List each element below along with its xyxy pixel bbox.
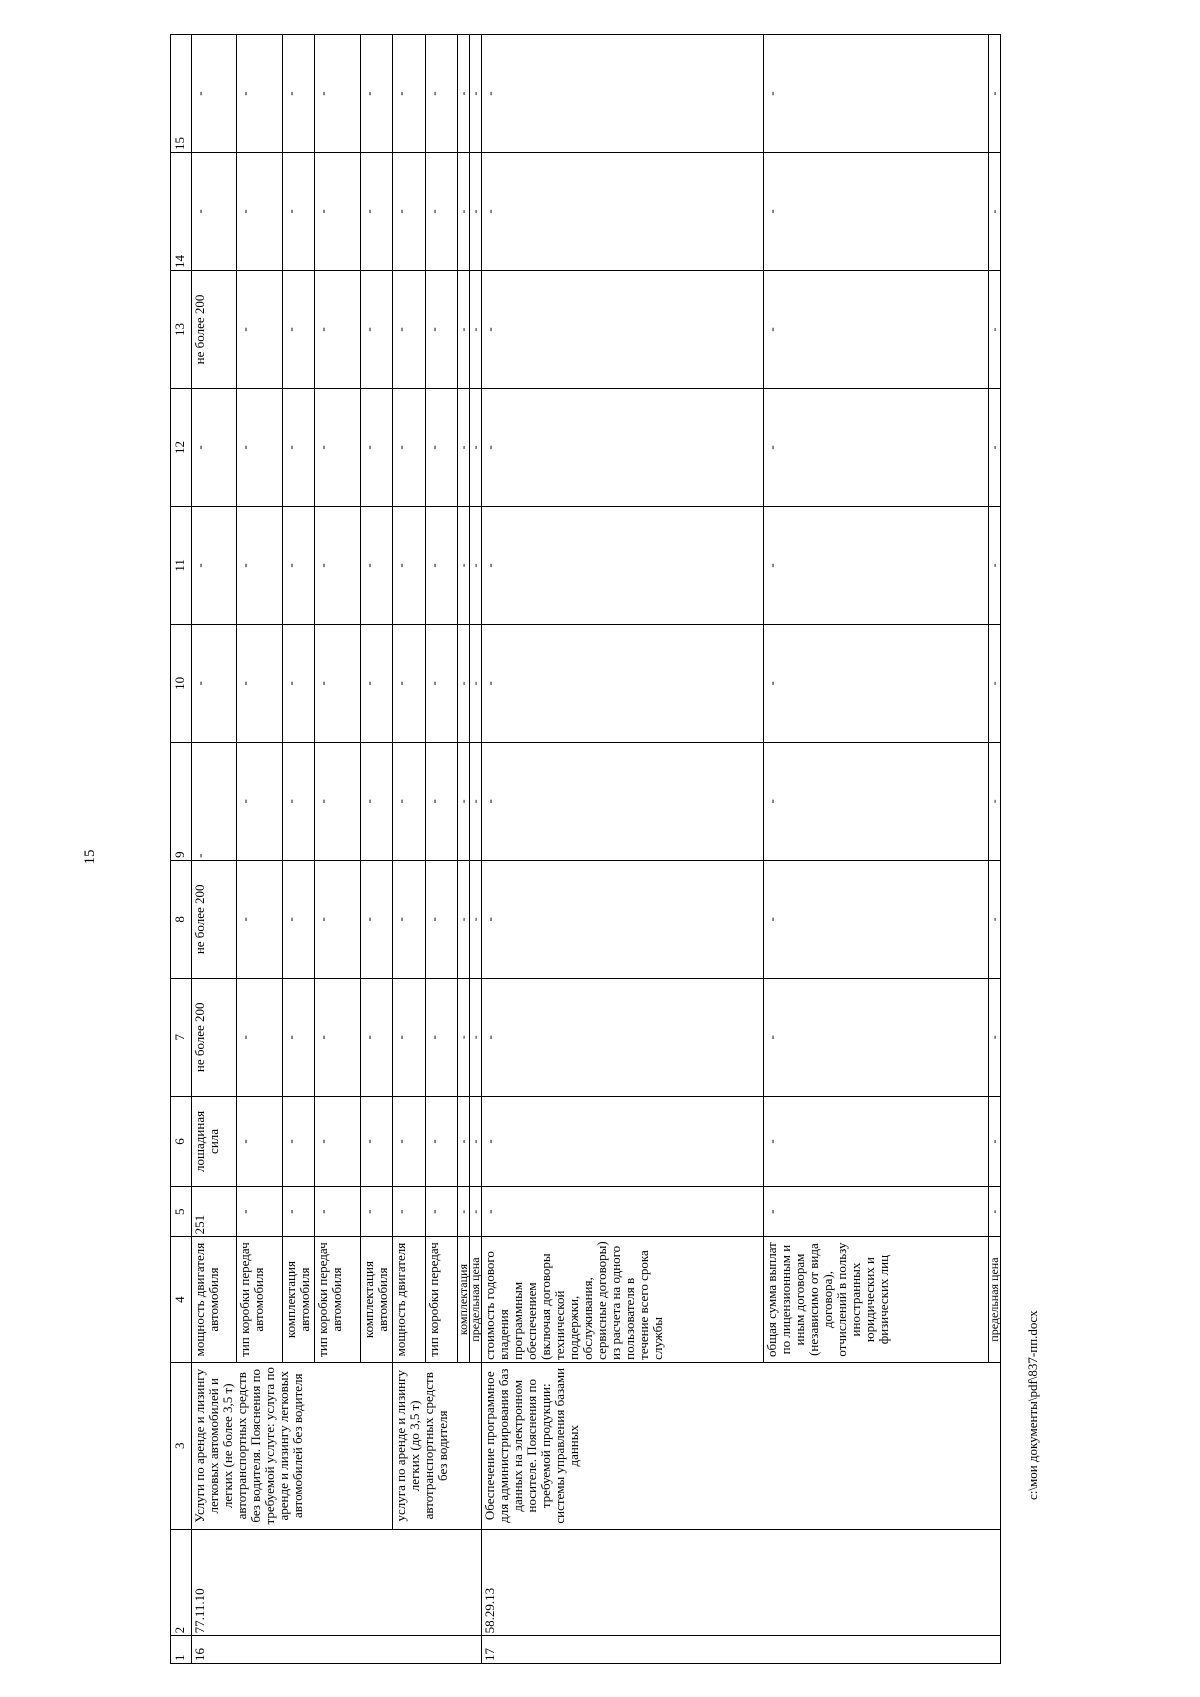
value-cell: - xyxy=(393,270,426,388)
value-cell: - xyxy=(470,978,482,1096)
value-cell: - xyxy=(426,153,458,271)
col-header: 10 xyxy=(171,624,192,742)
value-cell: - xyxy=(458,860,470,978)
characteristic: предельная цена xyxy=(470,1237,482,1363)
value-cell: - xyxy=(482,1187,764,1237)
value-cell: - xyxy=(237,1187,283,1237)
value-cell: - xyxy=(989,624,1001,742)
value-cell: - xyxy=(426,1096,458,1186)
value-cell: - xyxy=(764,860,989,978)
value-cell: - xyxy=(361,270,393,388)
value-cell: - xyxy=(426,1187,458,1237)
value-cell: - xyxy=(989,153,1001,271)
value-cell: - xyxy=(192,153,237,271)
value-cell: - xyxy=(458,1096,470,1186)
value-cell: - xyxy=(283,978,315,1096)
value-cell: - xyxy=(192,388,237,506)
value-cell: - xyxy=(192,742,237,860)
value-cell: - xyxy=(393,35,426,153)
value-cell: - xyxy=(764,506,989,624)
value-cell: - xyxy=(470,506,482,624)
value-cell: - xyxy=(470,1096,482,1186)
value-cell: - xyxy=(393,1187,426,1237)
col-header: 14 xyxy=(171,153,192,271)
value-cell: - xyxy=(764,624,989,742)
value-cell: - xyxy=(458,1187,470,1237)
value-cell: - xyxy=(237,1096,283,1186)
value-cell: - xyxy=(482,153,764,271)
value-cell: - xyxy=(458,978,470,1096)
value-cell: - xyxy=(989,270,1001,388)
value-cell: - xyxy=(393,860,426,978)
value-cell: - xyxy=(237,624,283,742)
product-description: услуга по аренде и лизингу легких (до 3,5 т) автотранспортных средств без водителя xyxy=(393,1362,482,1529)
col-header: 4 xyxy=(171,1237,192,1363)
value-cell: - xyxy=(315,506,361,624)
value-cell: - xyxy=(426,978,458,1096)
value-cell: не более 200 xyxy=(192,978,237,1096)
value-cell: - xyxy=(393,742,426,860)
col-header: 2 xyxy=(171,1529,192,1636)
characteristic: комплектация xyxy=(458,1237,470,1363)
characteristic: стоимость годового владения программным обеспечением (включая договоры технической поддержки, обслуживания, сервисные договоры) из расчета на одного пользователя в течение всего срока службы xyxy=(482,1237,764,1363)
value-cell: - xyxy=(361,1096,393,1186)
value-cell: - xyxy=(192,624,237,742)
product-description: Обеспечение программное для администрирования баз данных на электронном носителе. Пояснения по требуемой продукции: системы управления базами данных xyxy=(482,1362,1001,1529)
characteristic: мощность двигателя xyxy=(393,1237,426,1363)
value-cell: - xyxy=(764,1187,989,1237)
value-cell: - xyxy=(482,506,764,624)
value-cell: - xyxy=(989,1187,1001,1237)
value-cell: - xyxy=(482,270,764,388)
rotated-table-container xyxy=(170,34,1100,1664)
row-number: 16 xyxy=(192,1636,482,1664)
value-cell: - xyxy=(237,506,283,624)
value-cell: - xyxy=(989,742,1001,860)
value-cell: - xyxy=(458,270,470,388)
value-cell: - xyxy=(283,506,315,624)
characteristic: комплектация автомобиля xyxy=(361,1237,393,1363)
col-header: 8 xyxy=(171,860,192,978)
value-cell: - xyxy=(361,1187,393,1237)
value-cell: не более 200 xyxy=(192,860,237,978)
value-cell: - xyxy=(458,742,470,860)
col-header: 11 xyxy=(171,506,192,624)
value-cell: - xyxy=(315,978,361,1096)
value-cell: - xyxy=(315,860,361,978)
value-cell: - xyxy=(482,742,764,860)
value-cell: - xyxy=(192,506,237,624)
value-cell: - xyxy=(361,860,393,978)
value-cell: - xyxy=(470,624,482,742)
value-cell: - xyxy=(426,860,458,978)
value-cell: - xyxy=(482,1096,764,1186)
value-cell: - xyxy=(192,35,237,153)
value-cell: - xyxy=(458,506,470,624)
col-header: 3 xyxy=(171,1362,192,1529)
value-cell: - xyxy=(393,506,426,624)
value-cell: - xyxy=(237,270,283,388)
value-cell: - xyxy=(426,270,458,388)
value-cell: - xyxy=(283,270,315,388)
value-cell: - xyxy=(393,978,426,1096)
value-cell: - xyxy=(989,860,1001,978)
characteristic: общая сумма выплат по лицензионным и иным договорам (независимо от вида договора), отчислений в пользу иностранных юридических и физических лиц xyxy=(764,1237,989,1363)
value-cell: - xyxy=(989,35,1001,153)
col-header: 5 xyxy=(171,1187,192,1237)
value-cell: - xyxy=(482,860,764,978)
value-cell: - xyxy=(470,1187,482,1237)
requirements-table xyxy=(170,34,1001,1664)
value-cell: - xyxy=(764,270,989,388)
value-cell: не более 200 xyxy=(192,270,237,388)
characteristic: предельная цена xyxy=(989,1237,1001,1363)
okpd-code: 58.29.13 xyxy=(482,1529,1001,1636)
value-cell: - xyxy=(315,35,361,153)
value-cell: - xyxy=(482,35,764,153)
value-cell: - xyxy=(764,742,989,860)
value-cell: - xyxy=(470,742,482,860)
characteristic: тип коробки передач автомобиля xyxy=(237,1237,283,1363)
value-cell: - xyxy=(283,388,315,506)
value-cell: - xyxy=(458,153,470,271)
characteristic: комплектация автомобиля xyxy=(283,1237,315,1363)
value-cell: - xyxy=(361,978,393,1096)
value-cell: - xyxy=(989,388,1001,506)
value-cell: - xyxy=(764,35,989,153)
value-cell: - xyxy=(237,388,283,506)
value-cell: - xyxy=(361,742,393,860)
okei-code: 251 xyxy=(192,1187,237,1237)
value-cell: - xyxy=(315,742,361,860)
value-cell: - xyxy=(361,624,393,742)
footer-filepath: c:\мои документы\pdf\837-пп.docx xyxy=(1025,1310,1040,1500)
characteristic: тип коробки передач автомобиля xyxy=(315,1237,361,1363)
value-cell: - xyxy=(237,153,283,271)
value-cell: - xyxy=(361,506,393,624)
value-cell: - xyxy=(315,153,361,271)
value-cell: - xyxy=(315,624,361,742)
value-cell: - xyxy=(482,978,764,1096)
value-cell: - xyxy=(393,1096,426,1186)
value-cell: - xyxy=(458,388,470,506)
col-header: 15 xyxy=(171,35,192,153)
value-cell: - xyxy=(470,35,482,153)
column-number-row xyxy=(171,35,192,1664)
value-cell: - xyxy=(470,270,482,388)
value-cell: - xyxy=(237,860,283,978)
value-cell: - xyxy=(237,35,283,153)
value-cell: - xyxy=(361,153,393,271)
value-cell: - xyxy=(470,860,482,978)
value-cell: - xyxy=(283,624,315,742)
value-cell: - xyxy=(283,742,315,860)
value-cell: - xyxy=(237,978,283,1096)
value-cell: - xyxy=(764,153,989,271)
page-number: 15 xyxy=(82,849,98,865)
value-cell: - xyxy=(764,978,989,1096)
value-cell: - xyxy=(283,35,315,153)
col-header: 1 xyxy=(171,1636,192,1664)
table-row xyxy=(482,35,764,1664)
value-cell: - xyxy=(426,506,458,624)
product-description: Услуги по аренде и лизингу легковых автомобилей и легких (не более 3,5 т) автотранспортных средств без водителя. Пояснения по требуемой услуге: услуга по аренде и лизингу легковых автомобилей без водителя xyxy=(192,1362,393,1529)
value-cell: - xyxy=(426,742,458,860)
value-cell: - xyxy=(470,153,482,271)
value-cell: - xyxy=(283,153,315,271)
value-cell: - xyxy=(989,1096,1001,1186)
value-cell: - xyxy=(361,35,393,153)
value-cell: - xyxy=(283,1096,315,1186)
value-cell: - xyxy=(989,978,1001,1096)
value-cell: - xyxy=(315,1096,361,1186)
table-row xyxy=(192,35,237,1664)
value-cell: - xyxy=(283,860,315,978)
value-cell: - xyxy=(283,1187,315,1237)
value-cell: - xyxy=(482,388,764,506)
value-cell: - xyxy=(237,742,283,860)
col-header: 9 xyxy=(171,742,192,860)
value-cell: - xyxy=(393,153,426,271)
value-cell: - xyxy=(458,35,470,153)
col-header: 6 xyxy=(171,1096,192,1186)
value-cell: - xyxy=(426,624,458,742)
col-header: 7 xyxy=(171,978,192,1096)
value-cell: - xyxy=(989,506,1001,624)
characteristic: тип коробки передач xyxy=(426,1237,458,1363)
value-cell: - xyxy=(315,270,361,388)
value-cell: - xyxy=(426,388,458,506)
value-cell: - xyxy=(393,388,426,506)
value-cell: - xyxy=(470,388,482,506)
value-cell: - xyxy=(393,624,426,742)
value-cell: - xyxy=(764,388,989,506)
col-header: 12 xyxy=(171,388,192,506)
value-cell: - xyxy=(315,388,361,506)
okpd-code: 77.11.10 xyxy=(192,1529,482,1636)
value-cell: - xyxy=(458,624,470,742)
value-cell: - xyxy=(426,35,458,153)
value-cell: - xyxy=(764,1096,989,1186)
col-header: 13 xyxy=(171,270,192,388)
value-cell: - xyxy=(315,1187,361,1237)
unit-name: лошадиная сила xyxy=(192,1096,237,1186)
value-cell: - xyxy=(482,624,764,742)
row-number: 17 xyxy=(482,1636,1001,1664)
table-row xyxy=(393,35,426,1664)
characteristic: мощность двигателя автомобиля xyxy=(192,1237,237,1363)
value-cell: - xyxy=(361,388,393,506)
